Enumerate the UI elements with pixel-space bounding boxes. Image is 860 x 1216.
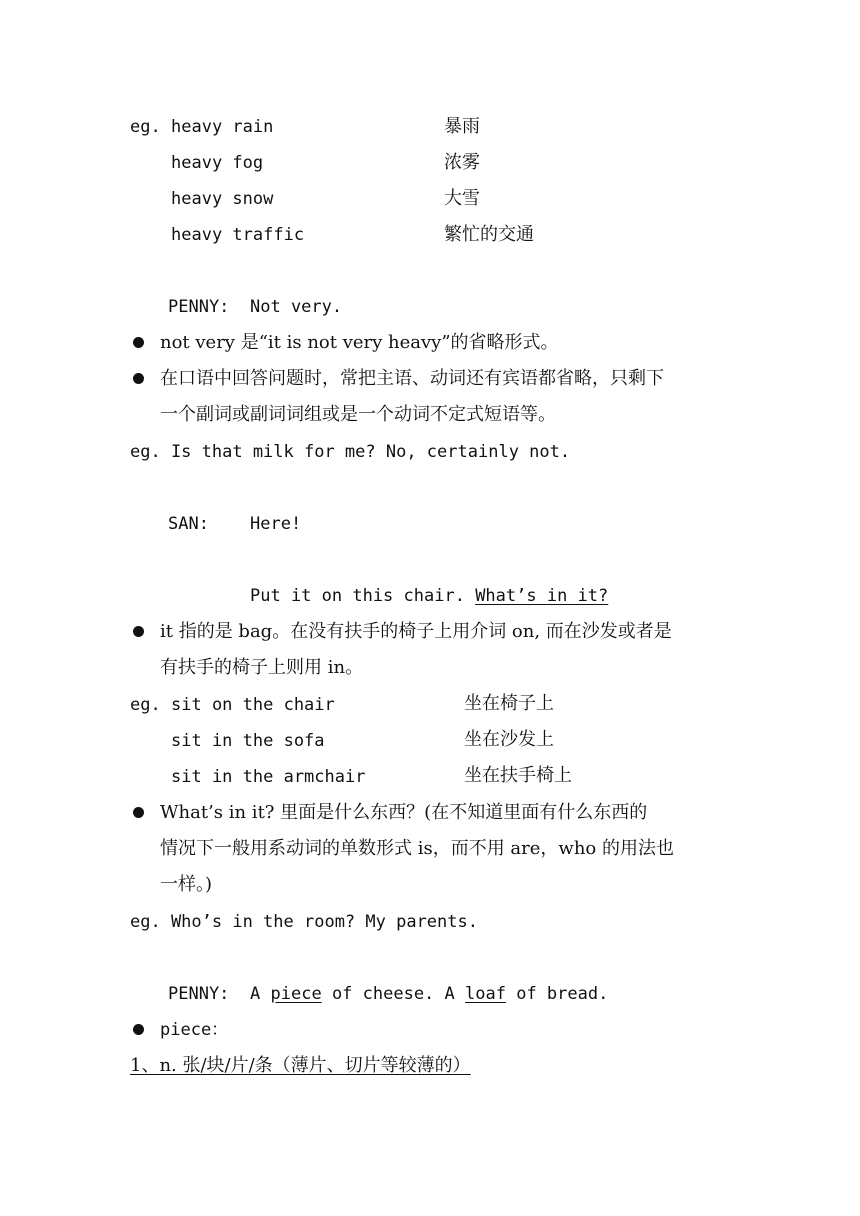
bullet-dot: [133, 1024, 144, 1035]
note-it-bag-line2: 有扶手的椅子上则用 in。: [160, 657, 364, 678]
piece-definition-1: 1、n. 张/块/片/条（薄片、切片等较薄的）: [130, 1055, 471, 1076]
example-en-sit-1: sit on the chair: [171, 695, 335, 715]
put-sentence: Put it on this chair.: [250, 586, 465, 606]
example-en-sit-2: sit in the sofa: [171, 731, 325, 751]
speaker-san: SAN:: [168, 514, 209, 534]
note-omission-line1: 在口语中回答问题时，常把主语、动词还有宾语都省略，只剩下: [160, 368, 664, 389]
example-zh-sit-2: 坐在沙发上: [464, 729, 554, 750]
dialog-text-cheese: [250, 982, 608, 1006]
dialog-text-here: Here!: [250, 514, 302, 534]
word-piece-underlined: piece: [270, 984, 322, 1004]
example-sentence-room: eg. Who’s in the room? My parents.: [130, 912, 478, 932]
example-en-2: heavy fog: [171, 153, 264, 173]
dialog-text-1: Not very.: [250, 297, 343, 317]
dialog-text-put: [250, 584, 608, 608]
example-zh-3: 大雪: [444, 188, 480, 209]
example-sentence-milk: eg. Is that milk for me? No, certainly not.: [130, 442, 571, 462]
speaker-penny-2: PENNY:: [168, 984, 230, 1004]
phrase-of-bread: of bread.: [516, 984, 609, 1004]
example-zh-4: 繁忙的交通: [444, 224, 534, 245]
eg-label: eg.: [130, 117, 161, 137]
example-en-4: heavy traffic: [171, 225, 305, 245]
example-zh-sit-3: 坐在扶手椅上: [464, 765, 572, 786]
note-not-very: not very 是“it is not very heavy”的省略形式。: [160, 332, 559, 353]
example-en-1: heavy rain: [171, 117, 274, 137]
example-zh-1: 暴雨: [444, 116, 480, 137]
example-zh-sit-1: 坐在椅子上: [464, 693, 554, 714]
example-en-sit-3: sit in the armchair: [171, 767, 366, 787]
whats-in-it-underlined: What’s in it?: [475, 586, 609, 606]
phrase-of-cheese: of cheese. A: [331, 984, 455, 1004]
note-omission-line2: 一个副词或副词词组或是一个动词不定式短语等。: [160, 404, 556, 425]
example-zh-2: 浓雾: [444, 152, 480, 173]
eg-label: eg.: [130, 695, 161, 715]
bullet-dot: [133, 337, 144, 348]
bullet-dot: [133, 626, 144, 637]
note-whats-in-it-line3: 一样。): [160, 874, 213, 895]
note-whats-in-it-line2: 情况下一般用系动词的单数形式 is，而不用 are，who 的用法也: [160, 838, 674, 859]
piece-label: piece：: [160, 1020, 229, 1040]
word-a: A: [250, 984, 261, 1004]
bullet-dot: [133, 373, 144, 384]
speaker-penny-1: PENNY:: [168, 297, 230, 317]
word-loaf-underlined: loaf: [465, 984, 506, 1004]
bullet-dot: [133, 807, 144, 818]
note-whats-in-it-line1: What’s in it? 里面是什么东西？(在不知道里面有什么东西的: [160, 802, 648, 823]
note-it-bag-line1: it 指的是 bag。在没有扶手的椅子上用介词 on, 而在沙发或者是: [160, 621, 672, 642]
example-en-3: heavy snow: [171, 189, 274, 209]
